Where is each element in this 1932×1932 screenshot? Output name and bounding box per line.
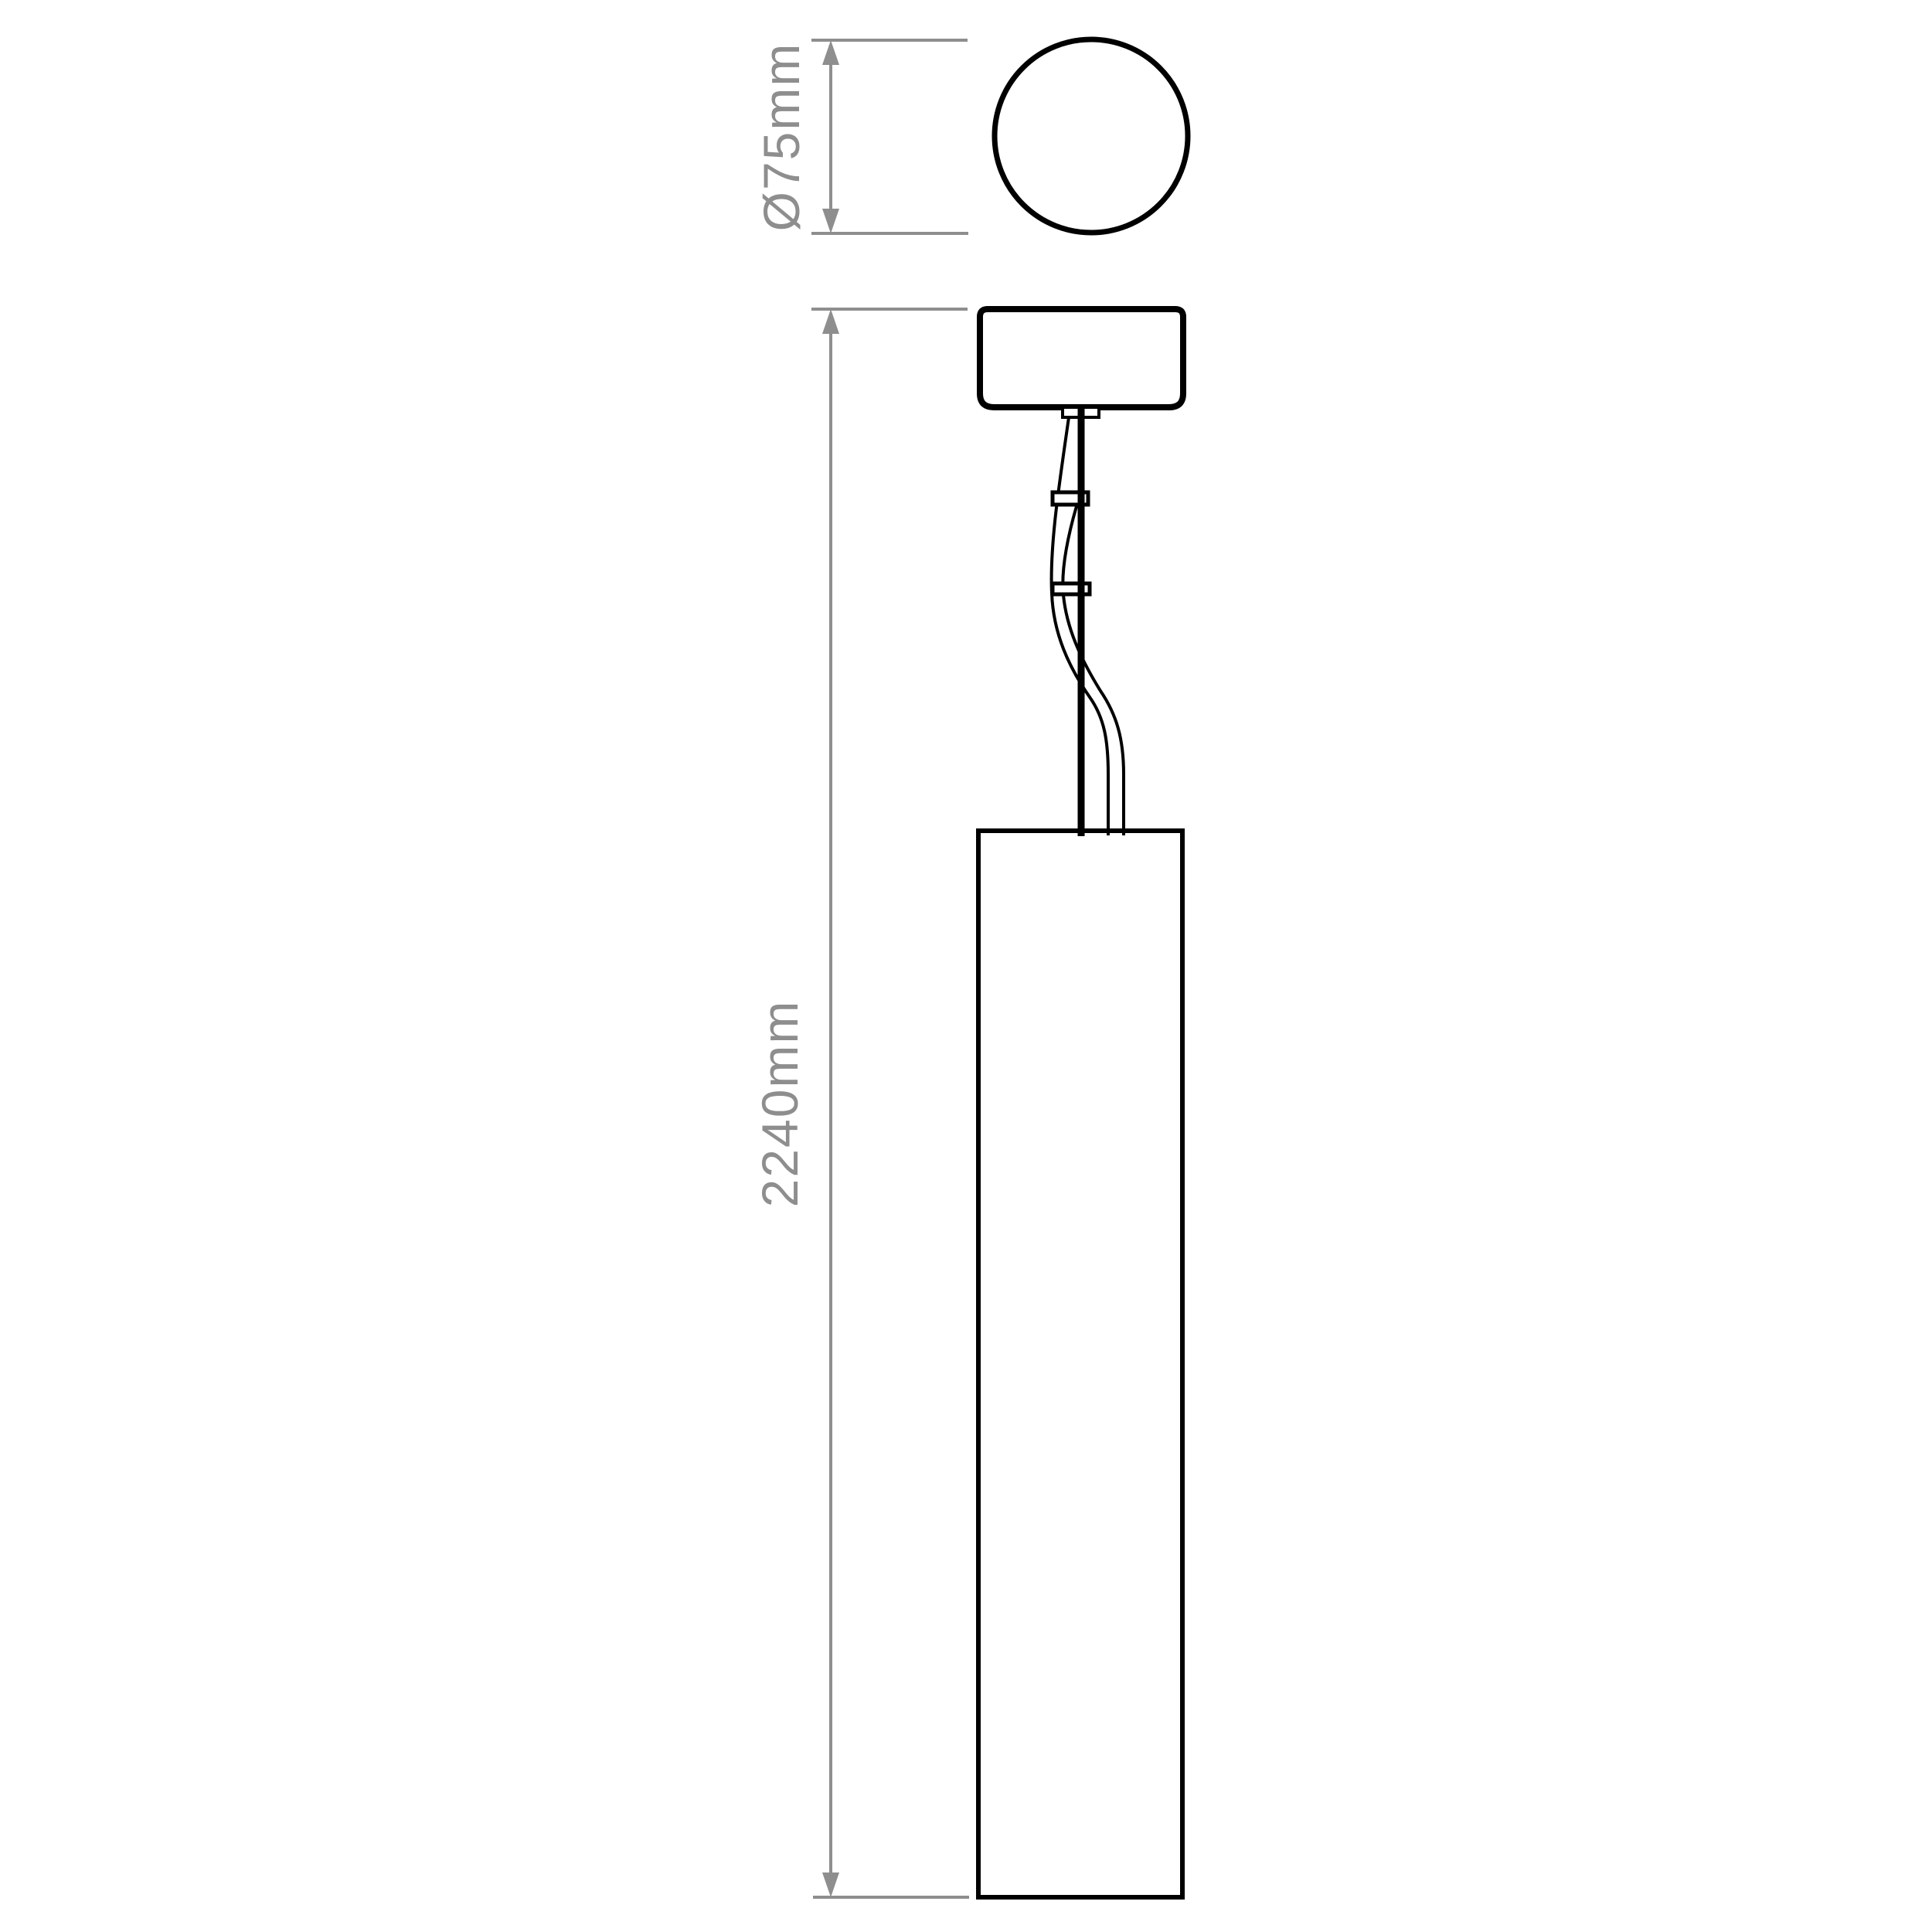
pendant-tube-outline xyxy=(978,831,1182,1897)
ceiling-canopy-outline xyxy=(980,309,1183,407)
diameter-dimension-label: Ø75mm xyxy=(753,42,810,232)
diameter-arrow-up-icon xyxy=(822,40,839,65)
diameter-arrow-down-icon xyxy=(822,209,839,233)
drop-arrow-down-icon xyxy=(822,1872,839,1897)
drop-arrow-up-icon xyxy=(822,309,839,334)
dimension-lines-group xyxy=(811,40,969,1897)
drop-dimension-label: 2240mm xyxy=(751,999,808,1208)
top-view-circle xyxy=(995,39,1188,233)
